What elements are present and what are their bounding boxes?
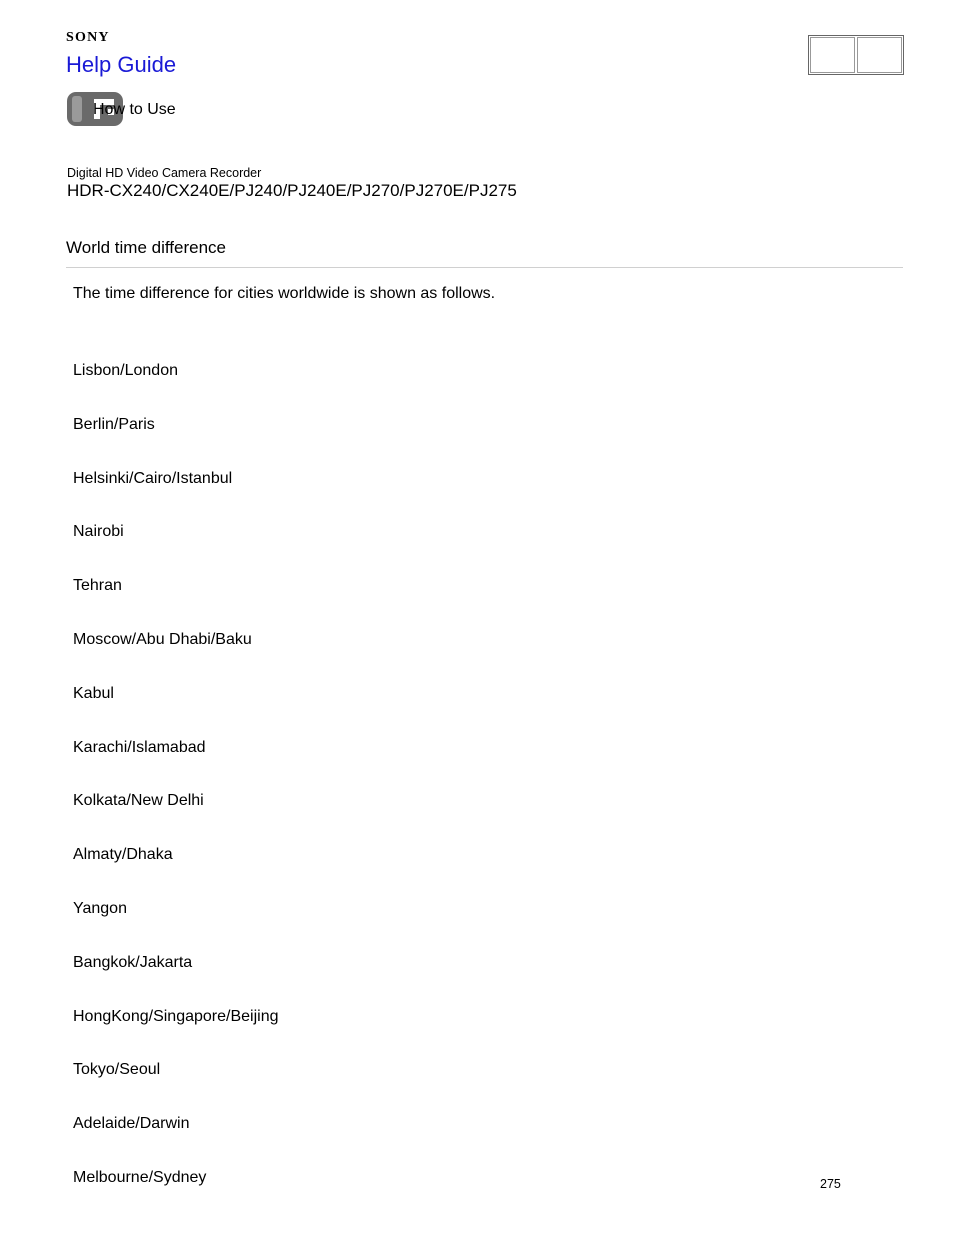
city-item: Tehran [73, 577, 122, 595]
city-item: Melbourne/Sydney [73, 1168, 207, 1186]
city-item: Helsinki/Cairo/Istanbul [73, 469, 233, 487]
city-item: Kolkata/New Delhi [73, 792, 204, 810]
page-number: 275 [820, 1177, 841, 1191]
title-divider [66, 267, 903, 268]
intro-text: The time difference for cities worldwide is shown as follows. [73, 285, 496, 302]
city-item: Kabul [73, 684, 114, 702]
city-item: Berlin/Paris [73, 415, 155, 433]
city-item: Bangkok/Jakarta [73, 953, 193, 971]
model-numbers: HDR-CX240/CX240E/PJ240/PJ240E/PJ270/PJ270E/PJ275 [67, 181, 517, 200]
nav-previous-button[interactable] [810, 37, 855, 73]
page-nav [808, 35, 904, 75]
city-item: Nairobi [73, 523, 124, 541]
city-item: Karachi/Islamabad [73, 738, 206, 756]
city-item: Lisbon/London [73, 362, 178, 379]
city-item: Yangon [73, 899, 127, 917]
page-title: World time difference [66, 238, 226, 257]
product-type: Digital HD Video Camera Recorder [67, 166, 262, 180]
city-item: HongKong/Singapore/Beijing [73, 1007, 279, 1025]
help-guide-link[interactable]: Help Guide [66, 52, 177, 77]
nav-next-button[interactable] [857, 37, 902, 73]
how-to-use-label: How to Use [93, 101, 176, 118]
city-list [73, 361, 278, 1222]
sony-logo: SONY [66, 30, 110, 45]
city-item: Tokyo/Seoul [73, 1061, 161, 1079]
city-item: Moscow/Abu Dhabi/Baku [73, 630, 252, 648]
city-item: Almaty/Dhaka [73, 846, 173, 864]
city-item: Adelaide/Darwin [73, 1115, 190, 1133]
